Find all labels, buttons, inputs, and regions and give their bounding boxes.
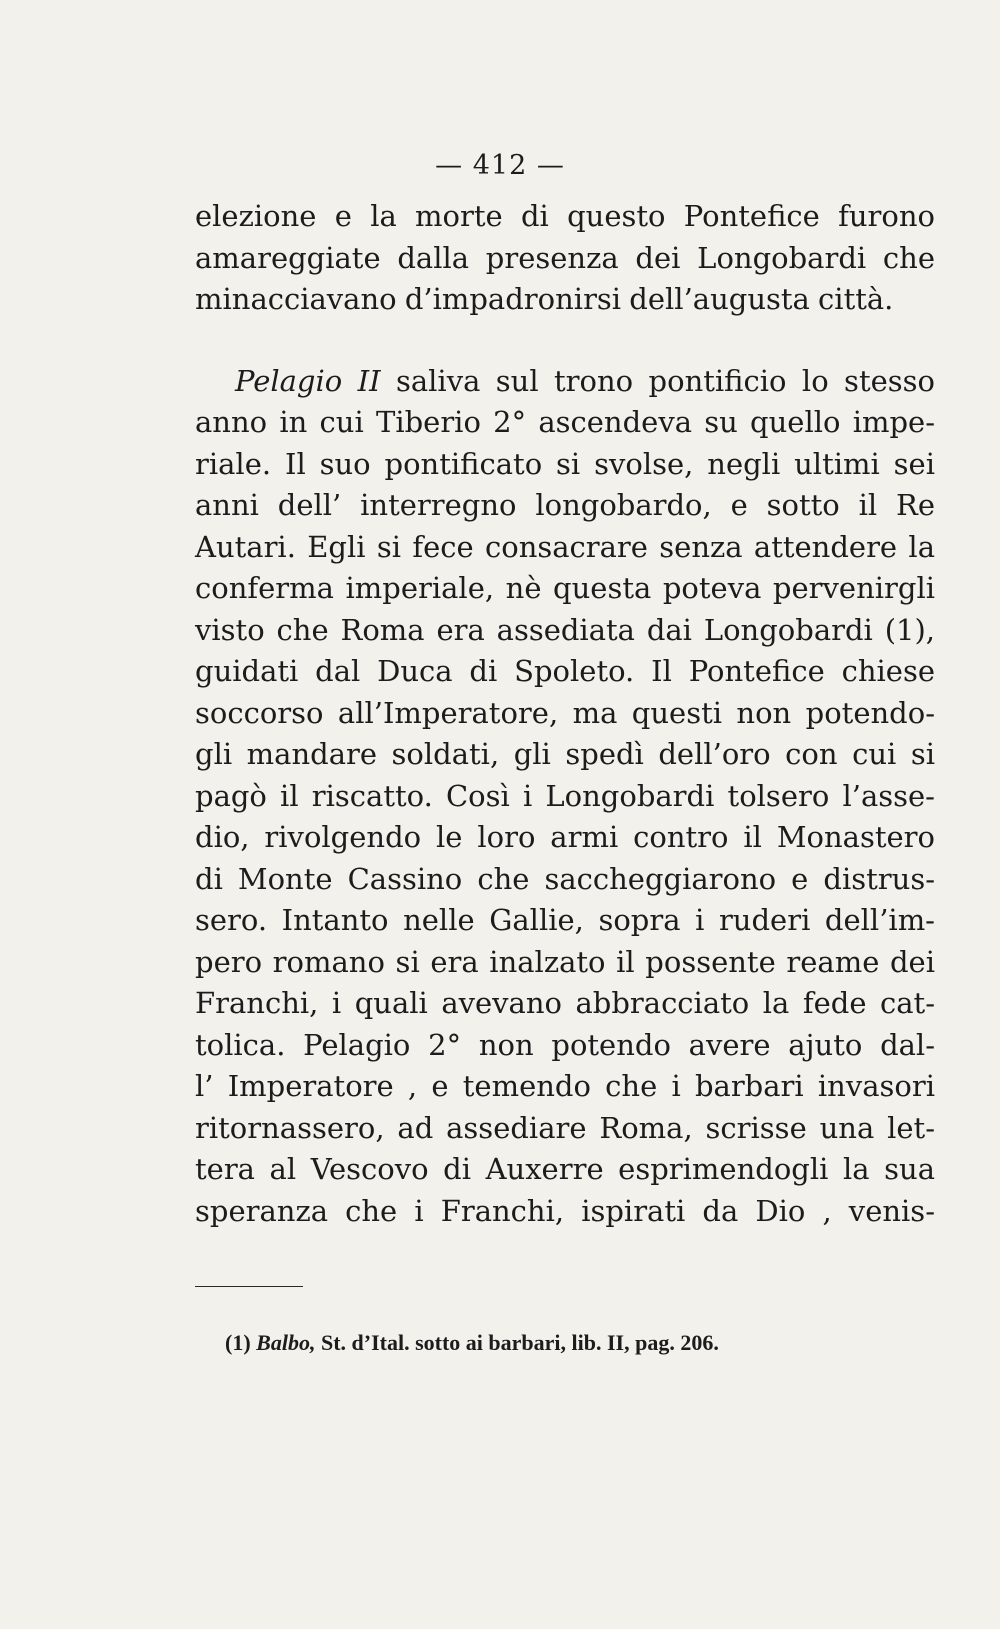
text-line: riale. Il suo pontificato si svolse, negli ultimi sei [195,446,935,481]
body-text [195,196,935,1232]
text-line: Autari. Egli si fece consacrare senza attendere la [195,529,935,564]
text-line: guidati dal Duca di Spoleto. Il Pontefice chiese [195,654,935,688]
text-line: tolica. Pelagio 2° non potendo avere ajuto dal- [195,1027,935,1062]
text-line: visto che Roma era assediata dai Longobardi (1), [195,612,935,647]
text-line: anni dell’ interregno longobardo, e sotto il Re [195,488,935,522]
text-line: amareggiate dalla presenza dei Longobardi che [195,240,935,275]
text-line: l’ Imperatore , e temendo che i barbari invasori [195,1069,935,1103]
text-line: speranza che i Franchi, ispirati da Dio , venis- [195,1193,935,1228]
text-line: conferma imperiale, nè questa poteva pervenirgli [195,571,935,605]
text-line [195,361,935,403]
text-line: elezione e la morte di questo Pontefice furono [195,199,935,233]
italic-name: Pelagio II [235,363,381,398]
text-line: minacciavano d’impadronirsi dell’augusta città. [195,282,894,316]
footnote-marker: (1) [225,1330,251,1355]
footnote-rule [195,1286,303,1287]
text-line: tera al Vescovo di Auxerre esprimendogli la sua [195,1152,935,1186]
text-span: saliva sul trono pontificio lo stesso [380,363,935,398]
text-line: ritornassero, ad assediare Roma, scrisse una let- [195,1110,935,1145]
text-line: soccorso all’Imperatore, ma questi non potendo- [195,695,935,730]
footnote-author: Balbo, [256,1330,316,1355]
text-line: sero. Intanto nelle Gallie, sopra i ruderi dell’im- [195,903,935,937]
text-line: gli mandare soldati, gli spedì dell’oro con cui si [195,737,935,771]
page-number: — 412 — [435,150,565,181]
text-line: di Monte Cassino che saccheggiarono e distrus- [195,861,935,896]
paragraph-gap [195,321,935,361]
text-line: pagò il riscatto. Così i Longobardi tolsero l’asse- [195,778,935,813]
text-line: pero romano si era inalzato il possente reame dei [195,944,935,979]
text-line: anno in cui Tiberio 2° ascendeva su quello impe- [195,405,935,439]
footnote [225,1330,719,1356]
footnote-text: St. d’Ital. sotto ai barbari, lib. II, pag. 206. [320,1330,719,1355]
text-line: dio, rivolgendo le loro armi contro il Monastero [195,820,935,854]
text-line: Franchi, i quali avevano abbracciato la fede cat- [195,986,935,1020]
